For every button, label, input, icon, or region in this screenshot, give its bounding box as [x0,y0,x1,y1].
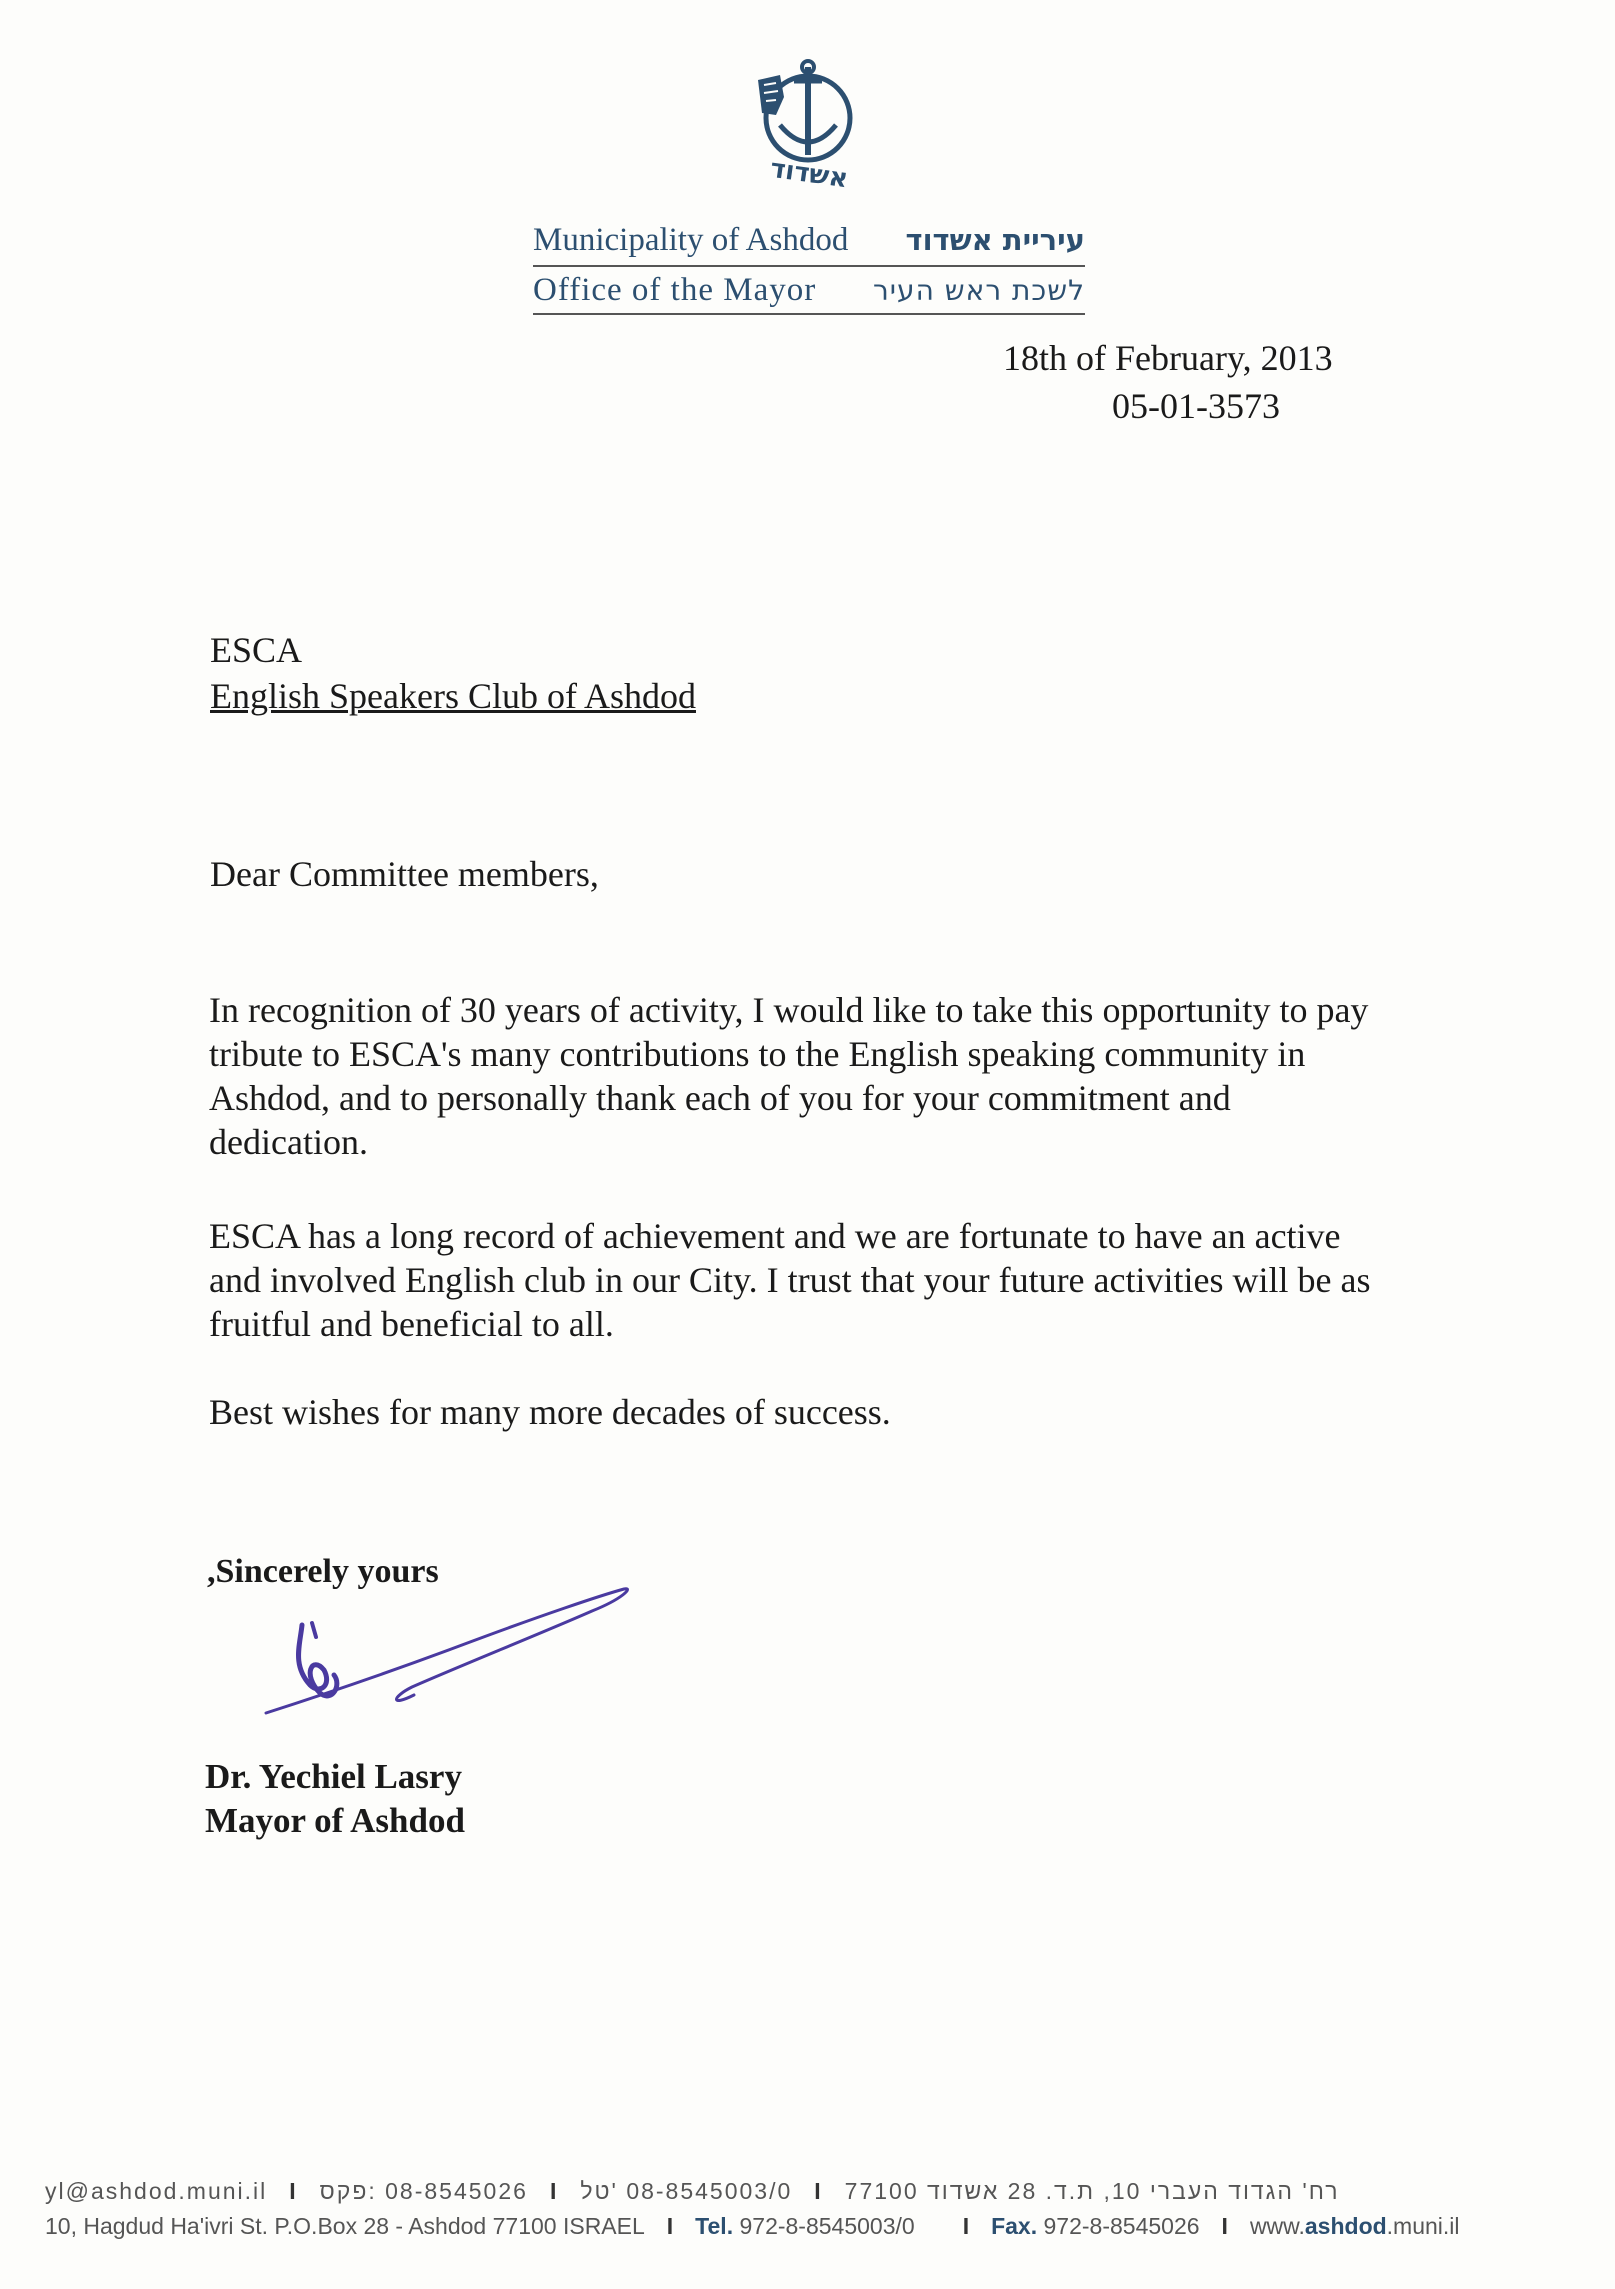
signer-title: Mayor of Ashdod [205,1801,465,1840]
reference-number: 05-01-3573 [1112,386,1280,426]
footer-separator: I [289,2178,298,2204]
recipient-organization: English Speakers Club of Ashdod [210,676,696,716]
office-name-he: לשכת ראש העיר [872,274,1085,307]
footer-address-en: 10, Hagdud Ha'ivri St. P.O.Box 28 - Ashdod 77100 ISRAEL [45,2213,645,2239]
footer-web-suffix: .muni.il [1386,2213,1460,2239]
logo-hebrew-text: אשדוד [768,153,850,195]
recipient-name: ESCA [210,630,303,670]
closing: ,Sincerely yours [207,1553,439,1590]
footer-separator: I [666,2213,674,2239]
signature-icon [262,1575,632,1725]
municipality-name-en: Municipality of Ashdod [533,222,849,258]
footer-tel-he: 08-8545003/0 'טל [580,2178,793,2204]
letter-date: 18th of February, 2013 [1003,338,1333,378]
footer-fax-value: 972-8-8545026 [1043,2213,1200,2239]
municipality-line [533,222,1085,267]
salutation: Dear Committee members, [210,854,599,894]
footer-tel-value: 972-8-8545003/0 [739,2213,915,2239]
paragraph-best-wishes: Best wishes for many more decades of success. [209,1392,891,1432]
paragraph-achievement: ESCA has a long record of achievement and we are fortunate to have an active and involved English club in our City. I trust that your future activities will be as fruitful and beneficial to all. [209,1216,1371,1344]
municipality-logo [740,55,875,205]
handwritten-signature [262,1575,632,1725]
footer-address-he: רח' הגדוד העברי 10, ת.ד. 28 אשדוד 77100 [844,2178,1340,2204]
footer-hebrew-contact [45,2178,1570,2205]
footer-separator: I [814,2178,823,2204]
footer-web-prefix: www. [1249,2213,1305,2239]
footer-email[interactable]: yl@ashdod.muni.il [45,2178,268,2204]
footer-web-domain: ashdod [1304,2213,1387,2239]
municipality-name-he: עיריית אשדוד [905,223,1085,257]
footer-fax-he: 08-8545026 :פקס [319,2178,528,2204]
footer-website-link[interactable] [1250,2213,1460,2240]
footer-tel-label: Tel. [695,2213,734,2239]
signer-block [205,1755,465,1843]
paragraph-recognition: In recognition of 30 years of activity, I would like to take this opportunity to pay tribute to ESCA's many contributions to the English speaking community in Ashdod, and to personally thank each of you for your commitment and dedication. [209,990,1369,1162]
footer-separator: I [1221,2213,1228,2239]
signer-name: Dr. Yechiel Lasry [205,1757,462,1796]
office-line [533,272,1085,315]
footer-fax-label: Fax. [991,2213,1038,2239]
footer-separator: I [962,2213,970,2239]
office-name-en: Office of the Mayor [533,272,817,308]
footer-separator: I [549,2178,559,2204]
footer-english-contact [45,2213,1570,2240]
